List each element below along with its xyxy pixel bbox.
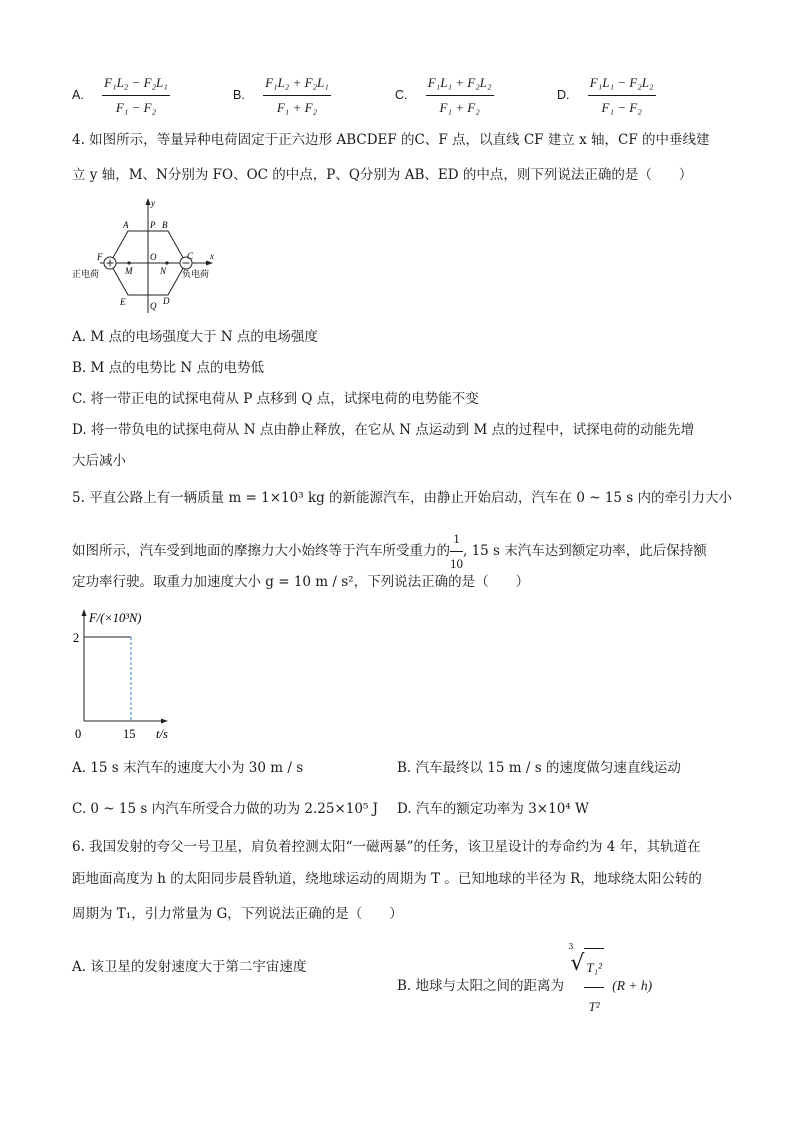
q5-stem-line2: 如图所示，汽车受到地面的摩擦力大小始终等于汽车所受重力的 $\frac{1}{10}$ , 15 s 末汽车达到额定功率，此后保持额: [72, 528, 707, 575]
radical-sign-icon: √: [570, 951, 585, 976]
chart-ylabel: F/(×10³N): [89, 611, 142, 625]
point-n: [165, 261, 168, 264]
q4-stem-line2: 立 y 轴，M、N分别为 FO、OC 的中点，P、Q分别为 AB、ED 的中点，则下列说法正确的是（ ）: [72, 167, 693, 183]
label-n: N: [160, 266, 167, 276]
chart-ytick-2: 2: [73, 631, 80, 645]
q3-option-a: A. $\frac{\text{F₁L₂ − F₂L₁}}{\text{F₁ − F₂}}$: [72, 72, 170, 119]
label-o: O: [150, 252, 157, 262]
y-axis-arrow-icon: [146, 198, 151, 205]
q3-option-b: B. $\frac{\text{F₁L₂ + F₂L₁}}{\text{F₁ + F₂}}$: [233, 72, 331, 119]
q3-option-d: D. $\frac{\text{F₁L₁ − F₂L₂}}{\text{F₁ − F₂}}$: [557, 72, 656, 119]
y-axis-label: y: [151, 198, 155, 208]
label-a: A: [123, 220, 129, 230]
label-m: M: [125, 266, 133, 276]
q4-option-d-cont: 大后减小: [72, 453, 126, 469]
hexagon-charge-figure: [70, 193, 230, 318]
chart-x-arrow-icon: [161, 719, 168, 724]
q6-option-b: B. 地球与太阳之间的距离为 3 √ $\frac{\text{T₁²}}{\text{T²}}$ (R + h): [397, 948, 652, 1025]
positive-charge-label: 正电荷: [72, 269, 100, 279]
label-p: P: [150, 220, 156, 230]
q5-stem-line3: 定功率行驶。取重力加速度大小 g = 10 m / s²，下列说法正确的是（ ）: [72, 574, 530, 590]
chart-xtick-0: 0: [75, 727, 82, 741]
negative-charge-label: 负电荷: [182, 269, 210, 279]
q4-option-d: D. 将一带负电的试探电荷从 N 点由静止释放，在它从 N 点运动到 M 点的过程中，试探电荷的动能先增: [72, 422, 695, 438]
q3-option-c: C. $\frac{\text{F₁L₁ + F₂L₂}}{\text{F₁ + F₂}}$: [395, 72, 494, 119]
label-d: D: [163, 296, 170, 306]
chart-xlabel: t/s: [156, 727, 168, 741]
label-b: B: [162, 220, 168, 230]
label-f: F: [97, 252, 103, 262]
label-c: C: [187, 251, 194, 261]
x-axis-label: x: [210, 251, 214, 261]
q4-option-b: B. M 点的电势比 N 点的电势低: [72, 360, 265, 376]
q5-option-c: C. 0 ~ 15 s 内汽车所受合力做的功为 2.25×10⁵ J: [72, 801, 379, 817]
chart-y-arrow-icon: [82, 609, 87, 616]
q5-stem-line1: 5. 平直公路上有一辆质量 m = 1×10³ kg 的新能源汽车，由静止开始启动，汽车在 0 ~ 15 s 内的牵引力大小: [72, 490, 733, 506]
x-axis-arrow-icon: [206, 261, 213, 266]
label-e: E: [120, 297, 126, 307]
q5-option-b: B. 汽车最终以 15 m / s 的速度做匀速直线运动: [397, 760, 681, 776]
label-q: Q: [150, 301, 157, 311]
q5-option-a: A. 15 s 末汽车的速度大小为 30 m / s: [72, 760, 304, 776]
q4-option-c: C. 将一带正电的试探电荷从 P 点移到 Q 点，试探电荷的电势能不变: [72, 391, 479, 407]
q4-stem-line1: 4. 如图所示，等量异种电荷固定于正六边形 ABCDEF 的C、F 点，以直线 CF 建立 x 轴，CF 的中垂线建: [72, 132, 710, 148]
cube-root: 3 √ $\frac{\text{T₁²}}{\text{T²}}$: [568, 948, 604, 1025]
q6-stem-line1: 6. 我国发射的夸父一号卫星，肩负着控测太阳“一磁两暴”的任务，该卫星设计的寿命约为 4 年，其轨道在: [72, 839, 701, 855]
q6-stem-line3: 周期为 T₁，引力常量为 G，下列说法正确的是（ ）: [72, 906, 403, 922]
q6-stem-line2: 距地面高度为 h 的太阳同步晨昏轨道，绕地球运动的周期为 T 。已知地球的半径为 R，地球绕太阳公转的: [72, 871, 702, 887]
point-m: [127, 261, 130, 264]
q6-option-a: A. 该卫星的发射速度大于第二宇宙速度: [72, 959, 307, 975]
chart-xtick-15: 15: [123, 727, 136, 741]
q4-option-a: A. M 点的电场强度大于 N 点的电场强度: [72, 329, 318, 345]
q5-option-d: D. 汽车的额定功率为 3×10⁴ W: [397, 801, 589, 817]
force-time-chart: [70, 605, 190, 745]
